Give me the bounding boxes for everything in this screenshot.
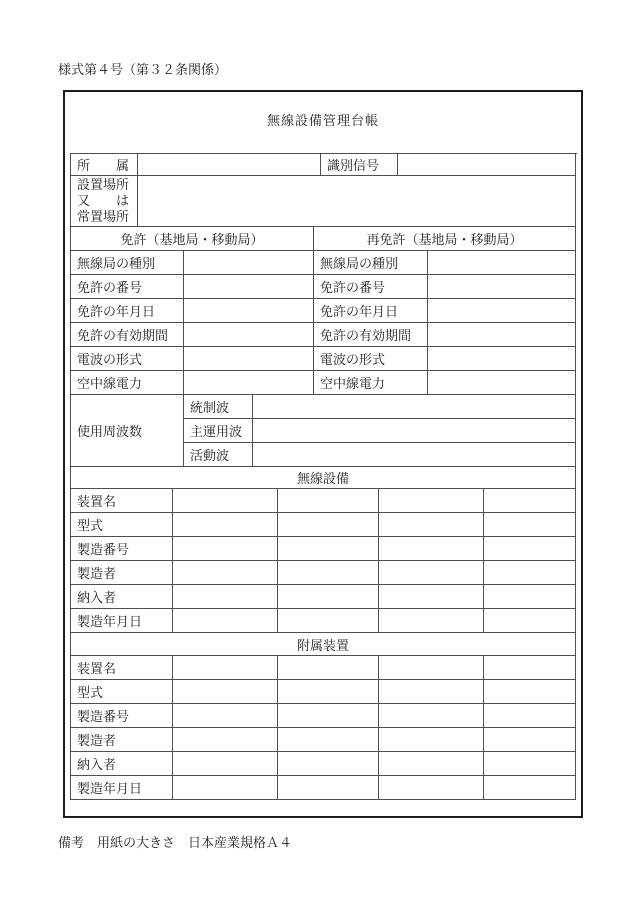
row-label: 免許の有効期間 xyxy=(314,323,428,347)
value-cell xyxy=(484,656,576,680)
value-cell xyxy=(484,561,576,585)
row-label: 装置名 xyxy=(71,489,173,513)
info-row-location xyxy=(71,176,577,227)
row-label: 空中線電力 xyxy=(71,371,184,395)
value-cell xyxy=(484,680,576,704)
license-row xyxy=(71,371,577,395)
row-label: 装置名 xyxy=(71,656,173,680)
table-row xyxy=(71,752,577,776)
frequency-subtable xyxy=(184,395,576,467)
value-cell xyxy=(428,299,576,323)
row-label: 統制波 xyxy=(184,395,253,419)
row-label: 主運用波 xyxy=(184,419,253,443)
form-title: 無線設備管理台帳 xyxy=(266,113,379,128)
license-header-row xyxy=(71,227,577,251)
value-cell xyxy=(484,537,576,561)
frequency-section xyxy=(71,395,577,467)
value-cell xyxy=(428,371,576,395)
value-cell xyxy=(379,537,484,561)
value-cell xyxy=(184,323,314,347)
row-label: 空中線電力 xyxy=(314,371,428,395)
location-label-line: 常置場所 xyxy=(77,209,130,224)
row-label: 製造年月日 xyxy=(71,776,173,800)
value-cell xyxy=(379,489,484,513)
call-sign-label: 識別信号 xyxy=(321,154,398,176)
value-cell xyxy=(379,752,484,776)
value-cell xyxy=(278,704,379,728)
row-label: 活動波 xyxy=(184,443,253,467)
value-cell xyxy=(379,728,484,752)
frequency-label: 使用周波数 xyxy=(71,395,184,467)
license-header: 免許（基地局・移動局） xyxy=(71,227,314,251)
value-cell xyxy=(278,752,379,776)
license-row xyxy=(71,251,577,275)
frequency-row xyxy=(184,443,576,467)
value-cell xyxy=(173,656,278,680)
row-label: 製造者 xyxy=(71,561,173,585)
row-label: 無線局の種別 xyxy=(71,251,184,275)
value-cell xyxy=(253,419,576,443)
relicense-header: 再免許（基地局・移動局） xyxy=(314,227,576,251)
row-label: 免許の有効期間 xyxy=(71,323,184,347)
value-cell xyxy=(278,537,379,561)
value-cell xyxy=(173,704,278,728)
value-cell xyxy=(173,513,278,537)
value-cell xyxy=(484,776,576,800)
value-cell xyxy=(428,251,576,275)
value-cell xyxy=(173,728,278,752)
value-cell xyxy=(278,585,379,609)
location-value-cell xyxy=(138,176,576,227)
table-row xyxy=(71,585,577,609)
value-cell xyxy=(184,275,314,299)
value-cell xyxy=(379,680,484,704)
row-label: 免許の番号 xyxy=(71,275,184,299)
value-cell xyxy=(484,489,576,513)
table-row xyxy=(71,561,577,585)
value-cell xyxy=(428,347,576,371)
value-cell xyxy=(484,752,576,776)
row-label: 納入者 xyxy=(71,752,173,776)
frequency-row xyxy=(184,419,576,443)
value-cell xyxy=(379,704,484,728)
value-cell xyxy=(173,561,278,585)
form-border xyxy=(63,90,583,818)
row-label: 型式 xyxy=(71,680,173,704)
value-cell xyxy=(379,585,484,609)
table-row xyxy=(71,609,577,633)
row-label: 電波の形式 xyxy=(71,347,184,371)
value-cell xyxy=(278,656,379,680)
call-sign-value-cell xyxy=(398,154,576,176)
table-row xyxy=(71,776,577,800)
location-label-line: 設置場所 xyxy=(77,177,130,192)
value-cell xyxy=(379,656,484,680)
license-row xyxy=(71,299,577,323)
value-cell xyxy=(278,561,379,585)
value-cell xyxy=(184,299,314,323)
affiliation-value-cell xyxy=(138,154,321,176)
table-row xyxy=(71,728,577,752)
license-row xyxy=(71,275,577,299)
table-row xyxy=(71,704,577,728)
row-label: 製造番号 xyxy=(71,704,173,728)
row-label: 製造者 xyxy=(71,728,173,752)
row-label: 型式 xyxy=(71,513,173,537)
value-cell xyxy=(278,728,379,752)
value-cell xyxy=(484,585,576,609)
value-cell xyxy=(184,347,314,371)
value-cell xyxy=(253,443,576,467)
value-cell xyxy=(184,251,314,275)
row-label: 製造年月日 xyxy=(71,609,173,633)
value-cell xyxy=(184,371,314,395)
value-cell xyxy=(379,609,484,633)
location-label-line: 又 は xyxy=(77,193,130,208)
value-cell xyxy=(428,323,576,347)
frequency-row xyxy=(184,395,576,419)
value-cell xyxy=(278,609,379,633)
value-cell xyxy=(173,585,278,609)
row-label: 免許の番号 xyxy=(314,275,428,299)
value-cell xyxy=(173,752,278,776)
row-label: 免許の年月日 xyxy=(71,299,184,323)
value-cell xyxy=(278,776,379,800)
value-cell xyxy=(278,513,379,537)
info-row-affiliation xyxy=(71,154,577,176)
license-row xyxy=(71,347,577,371)
table-row xyxy=(71,656,577,680)
row-label: 免許の年月日 xyxy=(314,299,428,323)
value-cell xyxy=(173,680,278,704)
radio-equipment-header: 無線設備 xyxy=(71,467,576,489)
value-cell xyxy=(484,704,576,728)
table-row xyxy=(71,513,577,537)
value-cell xyxy=(379,776,484,800)
table-row xyxy=(71,489,577,513)
radio-equipment-header-row xyxy=(71,467,577,489)
value-cell xyxy=(484,609,576,633)
row-label: 納入者 xyxy=(71,585,173,609)
table-row xyxy=(71,680,577,704)
row-label: 電波の形式 xyxy=(314,347,428,371)
form-number: 様式第４号（第３２条関係） xyxy=(58,62,228,77)
value-cell xyxy=(173,537,278,561)
value-cell xyxy=(484,513,576,537)
form-table xyxy=(70,153,577,800)
location-label xyxy=(71,176,138,227)
attached-equipment-header-row xyxy=(71,633,577,656)
value-cell xyxy=(253,395,576,419)
remarks-note: 備考 用紙の大きさ 日本産業規格Ａ４ xyxy=(58,835,293,850)
license-row xyxy=(71,323,577,347)
row-label: 無線局の種別 xyxy=(314,251,428,275)
attached-equipment-header: 附属装置 xyxy=(71,633,576,656)
value-cell xyxy=(278,680,379,704)
value-cell xyxy=(278,489,379,513)
value-cell xyxy=(173,489,278,513)
value-cell xyxy=(173,776,278,800)
value-cell xyxy=(379,561,484,585)
affiliation-label: 所 属 xyxy=(71,154,138,176)
value-cell xyxy=(428,275,576,299)
value-cell xyxy=(173,609,278,633)
value-cell xyxy=(379,513,484,537)
row-label: 製造番号 xyxy=(71,537,173,561)
value-cell xyxy=(484,728,576,752)
table-row xyxy=(71,537,577,561)
